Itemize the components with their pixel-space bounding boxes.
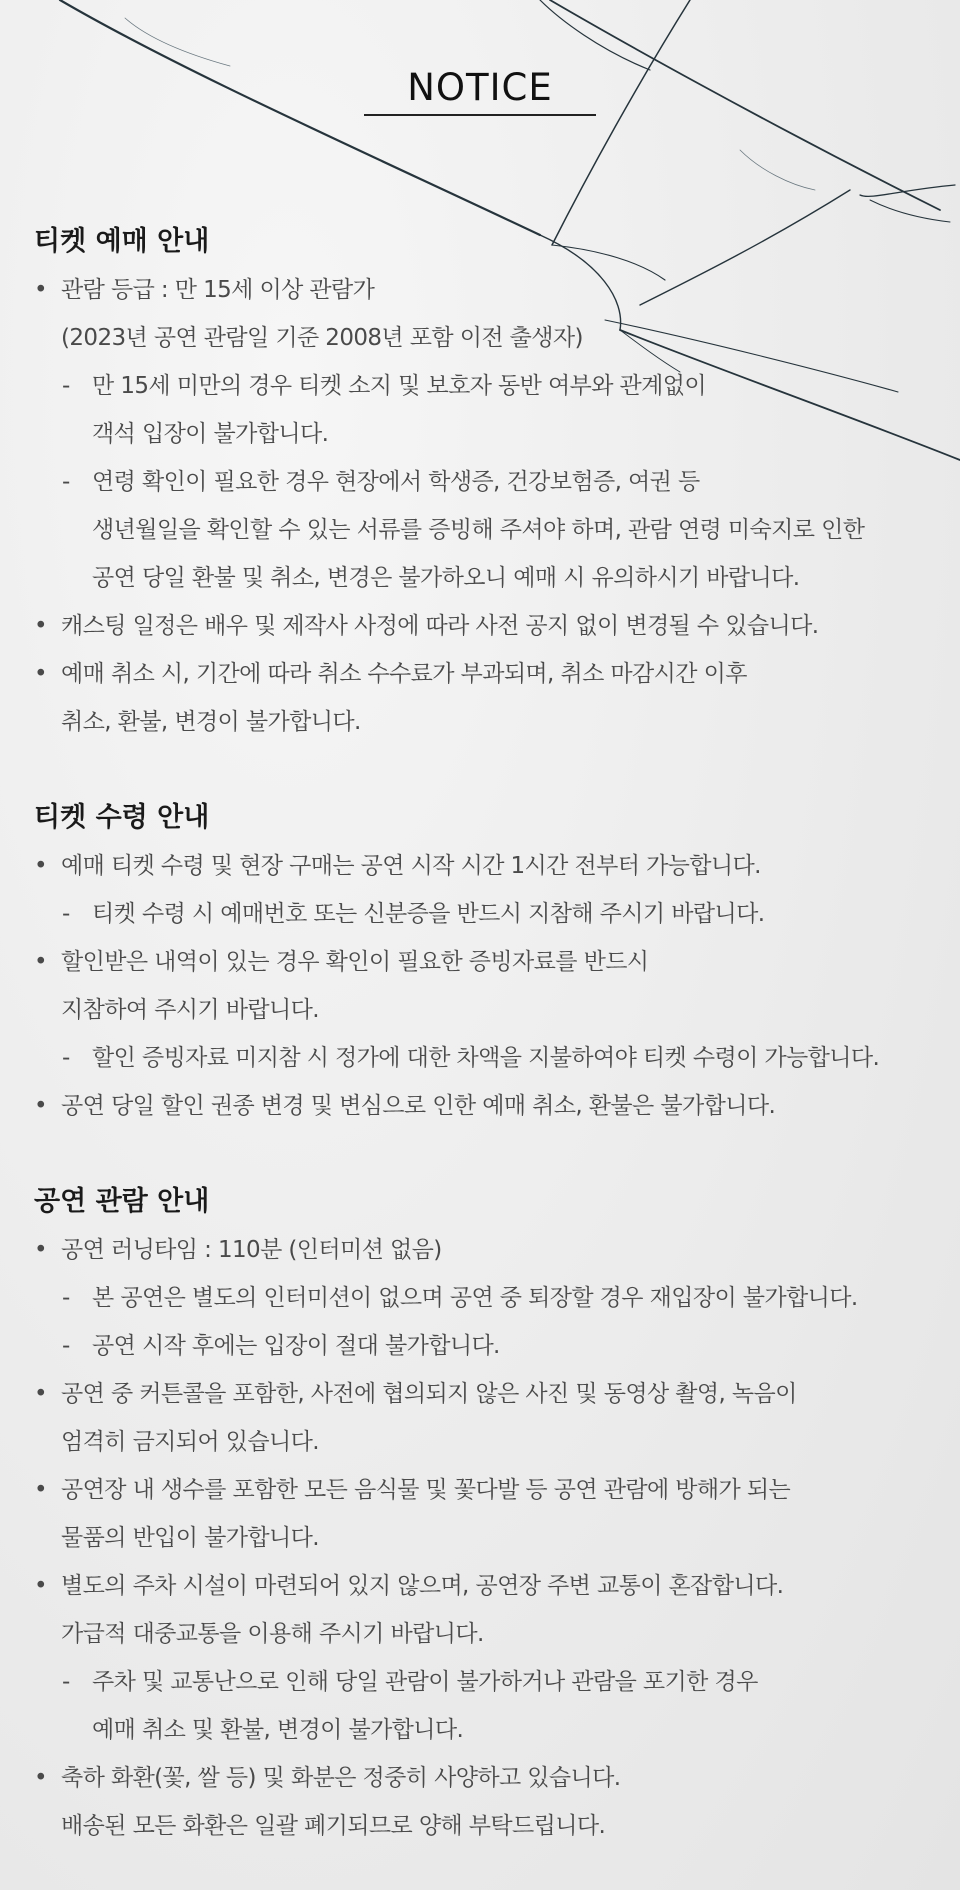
item-text-line: 본 공연은 별도의 인터미션이 없으며 공연 중 퇴장할 경우 재입장이 불가합니다.: [92, 1285, 858, 1311]
item-text-line: 공연 시작 후에는 입장이 절대 불가합니다.: [92, 1333, 500, 1359]
bullet-marker: •: [34, 1381, 47, 1407]
item-text-line: 공연 러닝타임 : 110분 (인터미션 없음): [61, 1237, 442, 1263]
item-text-line: 공연장 내 생수를 포함한 모든 음식물 및 꽃다발 등 공연 관람에 방해가 되는: [61, 1477, 791, 1503]
sub-item: [34, 1322, 934, 1370]
notice-title: NOTICE: [407, 66, 553, 109]
item-text-line: 축하 화환(꽃, 쌀 등) 및 화분은 정중히 사양하고 있습니다.: [61, 1765, 621, 1791]
bullet-marker: •: [34, 949, 47, 975]
item-text-line: 공연 당일 환불 및 취소, 변경은 불가하오니 예매 시 유의하시기 바랍니다.: [92, 565, 800, 591]
bullet-item: [34, 1466, 934, 1562]
item-text-line: 주차 및 교통난으로 인해 당일 관람이 불가하거나 관람을 포기한 경우: [92, 1669, 758, 1695]
sub-item: [34, 362, 934, 458]
bullet-item: [34, 1226, 934, 1274]
dash-marker: -: [62, 901, 70, 927]
item-text-line: 티켓 수령 시 예매번호 또는 신분증을 반드시 지참해 주시기 바랍니다.: [92, 901, 765, 927]
bullet-marker: •: [34, 1237, 47, 1263]
title-underline: [364, 114, 596, 116]
item-text-line: 공연 중 커튼콜을 포함한, 사전에 협의되지 않은 사진 및 동영상 촬영, 녹음이: [61, 1381, 797, 1407]
bullet-item: [34, 602, 934, 650]
bullet-item: [34, 938, 934, 1034]
item-text-line: 공연 당일 할인 권종 변경 및 변심으로 인한 예매 취소, 환불은 불가합니다.: [61, 1093, 776, 1119]
sub-item: [34, 458, 934, 602]
bullet-marker: •: [34, 1765, 47, 1791]
bullet-item: [34, 842, 934, 890]
bullet-marker: •: [34, 1477, 47, 1503]
section-heading: 티켓 예매 안내: [34, 226, 210, 257]
bullet-item: [34, 1082, 934, 1130]
item-text-line: 생년월일을 확인할 수 있는 서류를 증빙해 주셔야 하며, 관람 연령 미숙지로 인한: [92, 517, 865, 543]
section-ticket-pickup: [34, 794, 934, 1130]
item-text-line: 만 15세 미만의 경우 티켓 소지 및 보호자 동반 여부와 관계없이: [92, 373, 707, 399]
item-text-line: 배송된 모든 화환은 일괄 폐기되므로 양해 부탁드립니다.: [61, 1813, 606, 1839]
dash-marker: -: [62, 469, 70, 495]
item-text-line: 가급적 대중교통을 이용해 주시기 바랍니다.: [61, 1621, 484, 1647]
bullet-item: [34, 1754, 934, 1850]
item-text-line: 연령 확인이 필요한 경우 현장에서 학생증, 건강보험증, 여권 등: [92, 469, 700, 495]
item-text-line: 지참하여 주시기 바랍니다.: [61, 997, 319, 1023]
sub-item: [34, 1658, 934, 1754]
item-text-line: 캐스팅 일정은 배우 및 제작사 사정에 따라 사전 공지 없이 변경될 수 있습니다.: [61, 613, 819, 639]
section-items: [34, 266, 934, 746]
sub-item: [34, 1274, 934, 1322]
item-text-line: 물품의 반입이 불가합니다.: [61, 1525, 319, 1551]
item-text-line: 할인 증빙자료 미지참 시 정가에 대한 차액을 지불하여야 티켓 수령이 가능합니다.: [92, 1045, 880, 1071]
bullet-marker: •: [34, 661, 47, 687]
bullet-marker: •: [34, 613, 47, 639]
bullet-item: [34, 266, 934, 362]
dash-marker: -: [62, 1285, 70, 1311]
bullet-item: [34, 650, 934, 746]
dash-marker: -: [62, 1333, 70, 1359]
notice-title-container: [0, 66, 960, 109]
section-viewing-guide: [34, 1178, 934, 1850]
item-text-line: 취소, 환불, 변경이 불가합니다.: [61, 709, 361, 735]
sub-item: [34, 1034, 934, 1082]
item-text-line: 별도의 주차 시설이 마련되어 있지 않으며, 공연장 주변 교통이 혼잡합니다.: [61, 1573, 784, 1599]
item-text-line: 객석 입장이 불가합니다.: [92, 421, 329, 447]
item-text-line: 예매 티켓 수령 및 현장 구매는 공연 시작 시간 1시간 전부터 가능합니다.: [61, 853, 761, 879]
section-items: [34, 842, 934, 1130]
bullet-item: [34, 1370, 934, 1466]
item-text-line: (2023년 공연 관람일 기준 2008년 포함 이전 출생자): [61, 325, 583, 351]
item-text-line: 예매 취소 및 환불, 변경이 불가합니다.: [92, 1717, 464, 1743]
item-text-line: 관람 등급 : 만 15세 이상 관람가: [61, 277, 375, 303]
item-text-line: 할인받은 내역이 있는 경우 확인이 필요한 증빙자료를 반드시: [61, 949, 649, 975]
sub-item: [34, 890, 934, 938]
dash-marker: -: [62, 373, 70, 399]
section-items: [34, 1226, 934, 1850]
section-ticket-booking: [34, 218, 934, 746]
bullet-item: [34, 1562, 934, 1658]
dash-marker: -: [62, 1669, 70, 1695]
bullet-marker: •: [34, 277, 47, 303]
bullet-marker: •: [34, 1573, 47, 1599]
bullet-marker: •: [34, 853, 47, 879]
dash-marker: -: [62, 1045, 70, 1071]
section-heading: 공연 관람 안내: [34, 1186, 210, 1217]
item-text-line: 엄격히 금지되어 있습니다.: [61, 1429, 319, 1455]
bullet-marker: •: [34, 1093, 47, 1119]
section-heading: 티켓 수령 안내: [34, 802, 210, 833]
item-text-line: 예매 취소 시, 기간에 따라 취소 수수료가 부과되며, 취소 마감시간 이후: [61, 661, 747, 687]
